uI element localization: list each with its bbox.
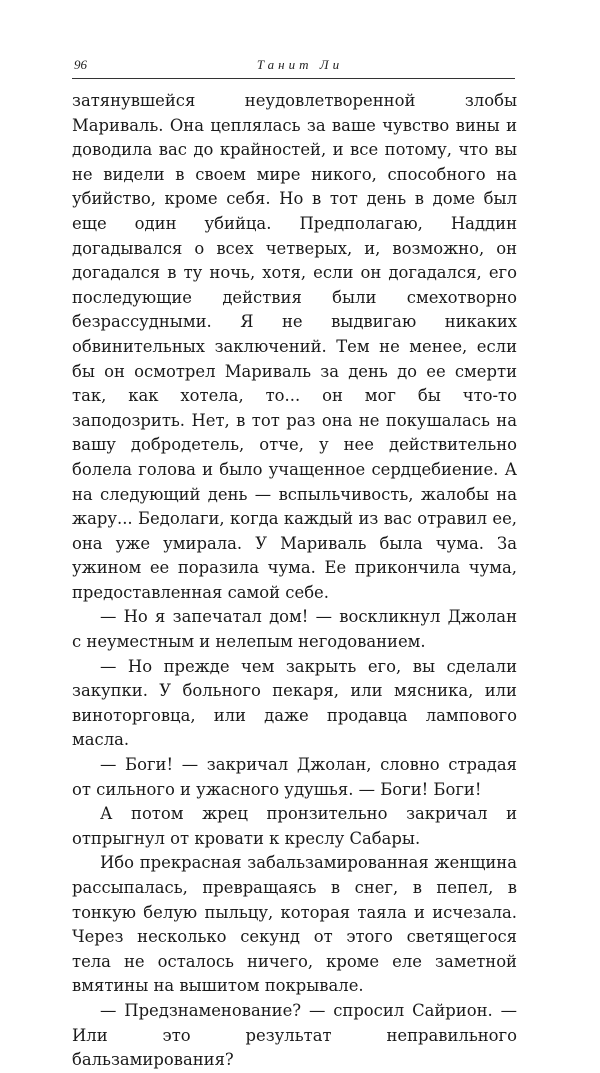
paragraph: затянувшейся неудовлетворенной злобы Мариваль. Она цеплялась за ваше чувство вины и доводила вас до крайностей, и все потому, что вы не видели в своем мире никого, способного на убийство, кроме себя. Но в тот день в доме был еще один убийца. Предполагаю, Наддин догадывался о всех четверых, и, возможно, он догадался в ту ночь, хотя, если он догадался, его последующие действия были смехотворно безрассудными. Я не выдвигаю никаких обвинительных заключений. Тем не менее, если бы он осмотрел Мариваль за день до ее смерти так, как хотела, то... он мог бы что-то заподозрить. Нет, в тот раз она не покушалась на вашу добродетель, отче, у нее действительно болела голова и было учащенное сердцебиение. А на следующий день — вспыльчивость, жалобы на жару... Бедолаги, когда каждый из вас отравил ее, она уже умирала. У Мариваль была чума. За ужином ее поразила чума. Ее прикончила чума, предоставленная самой себе.: [72, 91, 517, 602]
page-number: 96: [74, 57, 87, 72]
paragraph: — Но прежде чем закрыть его, вы сделали закупки. У больного пекаря, или мясника, или виноторговца, или даже продавца лампового масла.: [72, 656, 517, 750]
paragraph: — Боги! — закричал Джолан, словно страдая от сильного и ужасного удушья. — Боги! Боги!: [72, 755, 517, 799]
paragraph: — Но я запечатал дом! — воскликнул Джолан с неуместным и нелепым негодованием.: [72, 607, 517, 652]
body-text: [72, 89, 517, 1073]
paragraph: А потом жрец пронзительно закричал и отпрыгнул от кровати к креслу Сабары.: [72, 804, 517, 848]
running-head: Танит Ли: [256, 57, 344, 72]
paragraph: Ибо прекрасная забальзамированная женщина рассыпалась, превращаясь в снег, в пепел, в тонкую белую пыльцу, которая таяла и исчезала. Через несколько секунд от этого светящегося тела не осталось ничего, кроме еле заметной вмятины на вышитом покрывале.: [72, 853, 517, 996]
paragraph: — Предзнаменование? — спросил Сайрион. — Или это результат неправильного бальзамирования?: [72, 1000, 517, 1070]
header-rule: [72, 78, 515, 79]
